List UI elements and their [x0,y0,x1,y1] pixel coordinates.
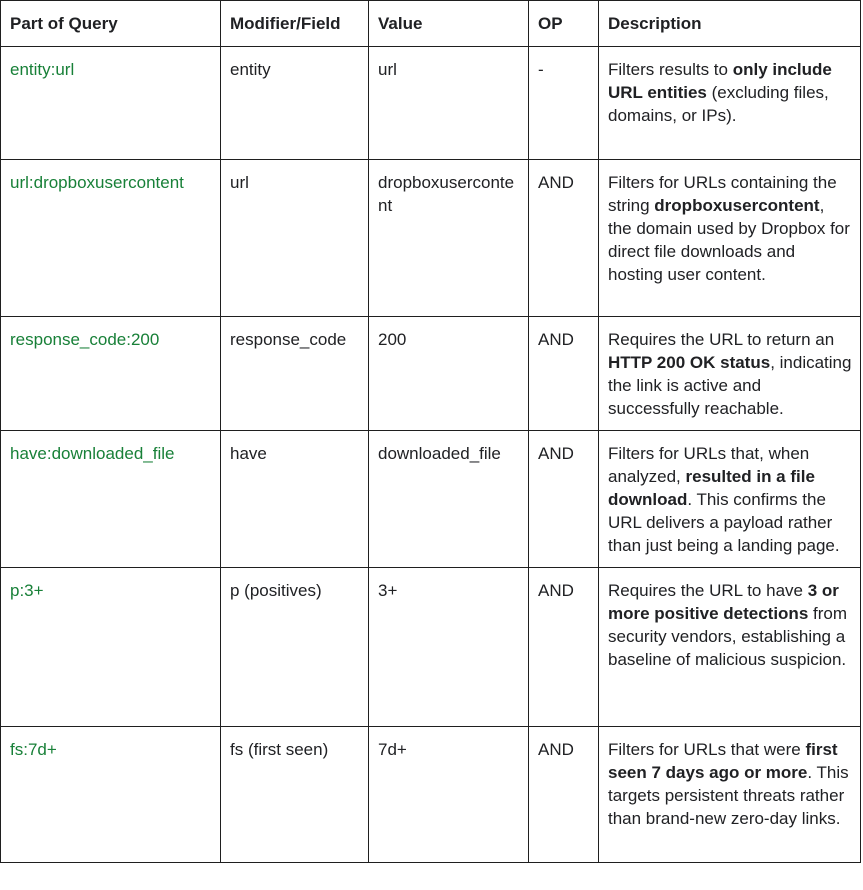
field-cell: have [221,431,369,568]
description-cell [599,47,861,160]
description-text: , the domain used by Dropbox for direct file downloads and hosting user content. [608,196,850,284]
table-row [1,568,861,727]
op-cell: AND [529,160,599,317]
header-value: Value [369,1,529,47]
description-text: Filters for URLs that, when analyzed, [608,444,810,486]
description-text: Requires the URL to have [608,581,808,600]
description-cell [599,431,861,568]
query-part-cell: response_code:200 [1,317,221,431]
description-emphasis: 3 or more positive detections [608,581,839,623]
value-cell: 200 [369,317,529,431]
field-cell: url [221,160,369,317]
description-text: (excluding files, domains, or IPs). [608,83,829,125]
description-cell [599,568,861,727]
value-cell: 7d+ [369,727,529,863]
description-emphasis: first seen 7 days ago or more [608,740,838,782]
table-row [1,47,861,160]
query-part-cell: fs:7d+ [1,727,221,863]
value-cell: downloaded_file [369,431,529,568]
value-cell: 3+ [369,568,529,727]
description-text: Filters for URLs containing the string [608,173,837,215]
table-row [1,317,861,431]
field-cell: response_code [221,317,369,431]
field-cell: fs (first seen) [221,727,369,863]
description-text: from security vendors, establishing a baseline of malicious suspicion. [608,604,848,669]
query-part-cell: have:downloaded_file [1,431,221,568]
description-text: , indicating the link is active and successfully reachable. [608,353,852,418]
table-row [1,431,861,568]
description-emphasis: HTTP 200 OK status [608,353,771,372]
op-cell: AND [529,431,599,568]
op-cell: - [529,47,599,160]
query-part-cell: p:3+ [1,568,221,727]
description-emphasis: resulted in a file download [608,467,815,509]
value-cell: url [369,47,529,160]
header-op: OP [529,1,599,47]
header-row [1,1,861,47]
description-emphasis: only include URL entities [608,60,832,102]
field-cell: p (positives) [221,568,369,727]
op-cell: AND [529,727,599,863]
description-cell [599,160,861,317]
description-cell [599,317,861,431]
field-cell: entity [221,47,369,160]
op-cell: AND [529,568,599,727]
description-text: Requires the URL to return an [608,330,835,349]
op-cell: AND [529,317,599,431]
header-description: Description [599,1,861,47]
description-cell [599,727,861,863]
value-cell: dropboxusercontent [369,160,529,317]
query-part-cell: url:dropboxusercontent [1,160,221,317]
query-part-cell: entity:url [1,47,221,160]
description-text: Filters results to [608,60,733,79]
description-text: Filters for URLs that were [608,740,806,759]
description-text: . This confirms the URL delivers a payload rather than just being a landing page. [608,490,840,555]
header-modifier-field: Modifier/Field [221,1,369,47]
description-emphasis: dropboxusercontent [654,196,820,215]
description-text: . This targets persistent threats rather than brand-new zero-day links. [608,763,849,828]
table-row [1,160,861,317]
table-row [1,727,861,863]
header-part-of-query: Part of Query [1,1,221,47]
